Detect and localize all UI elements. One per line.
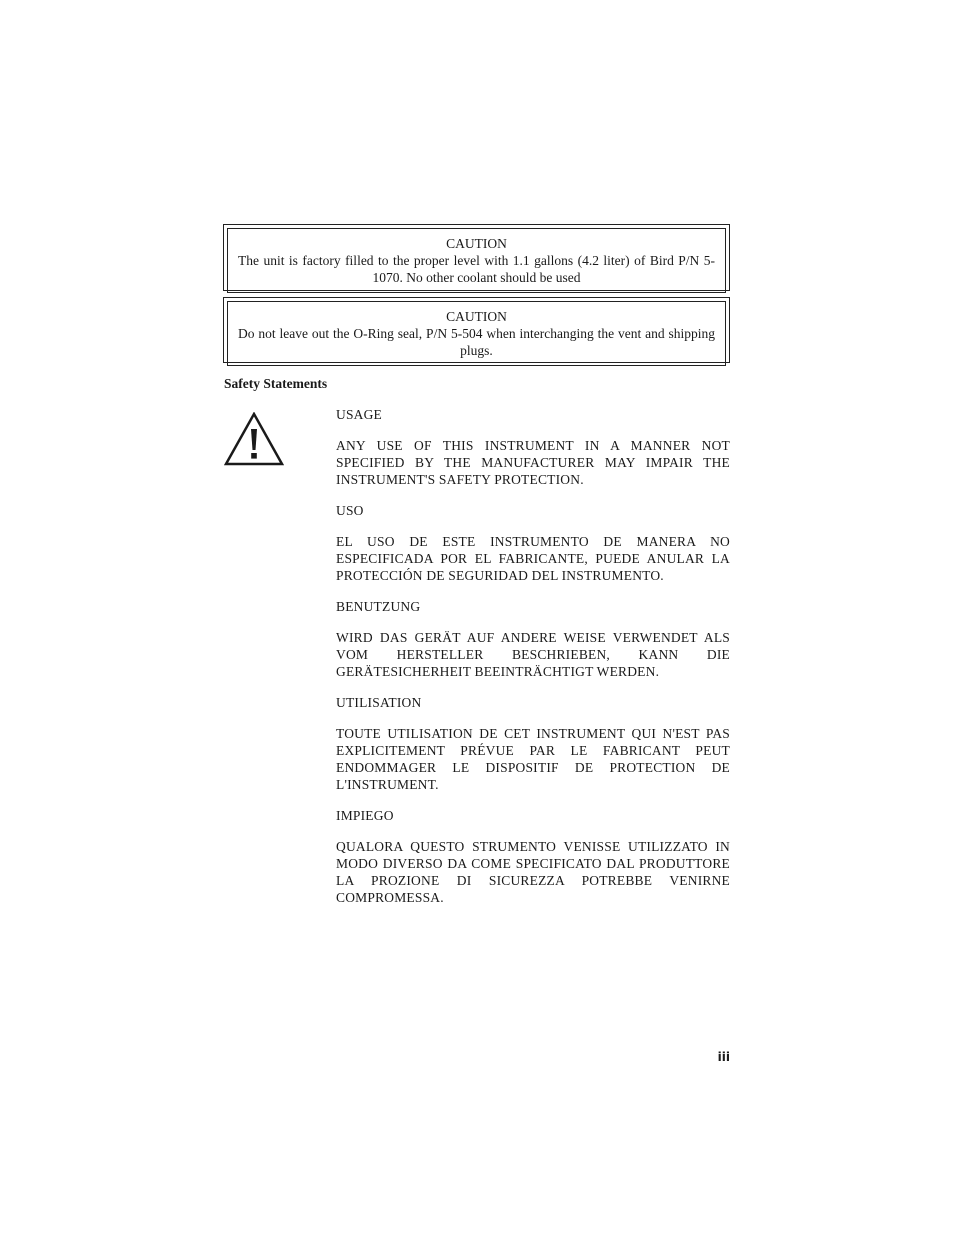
warning-triangle-icon: [224, 412, 284, 466]
statement-label-benutzung: BENUTZUNG: [336, 599, 421, 614]
caution-title: CAUTION: [446, 309, 507, 324]
statement-label-usage: USAGE: [336, 407, 383, 422]
caution-box-o-ring: [223, 297, 730, 363]
caution-inner-frame: [227, 301, 726, 366]
caution-text: Do not leave out the O-Ring seal, P/N 5-504 when interchanging the vent and shipping plugs.: [238, 326, 715, 358]
statement-body-utilisation: TOUTE UTILISATION DE CET INSTRUMENT QUI N'EST PAS EXPLICITEMENT PRÉVUE PAR LE FABRICANT PEUT ENDOMMAGER LE DISPOSITIF DE PROTECTION DE L'INSTRUMENT.: [336, 726, 730, 792]
page-number: iii: [717, 1050, 730, 1064]
statement-body-benutzung: WIRD DAS GERÄT AUF ANDERE WEISE VERWENDET ALS VOM HERSTELLER BESCHRIEBEN, KANN DIE GERÄTESICHERHEIT BEEINTRÄCHTIGT WERDEN.: [336, 630, 730, 679]
caution-title: CAUTION: [446, 236, 507, 251]
caution-box-coolant: [223, 224, 730, 291]
statement-label-impiego: IMPIEGO: [336, 808, 394, 823]
section-heading: Safety Statements: [224, 376, 328, 391]
safety-statements: [336, 406, 730, 920]
statement-body-usage: ANY USE OF THIS INSTRUMENT IN A MANNER NOT SPECIFIED BY THE MANUFACTURER MAY IMPAIR THE INSTRUMENT'S SAFETY PROTECTION.: [336, 438, 730, 487]
caution-inner-frame: [227, 228, 726, 293]
statement-body-uso: EL USO DE ESTE INSTRUMENTO DE MANERA NO ESPECIFICADA POR EL FABRICANTE, PUEDE ANULAR LA PROTECCIÓN DE SEGURIDAD DEL INSTRUMENTO.: [336, 534, 730, 583]
statement-label-utilisation: UTILISATION: [336, 695, 422, 710]
statement-body-impiego: QUALORA QUESTO STRUMENTO VENISSE UTILIZZATO IN MODO DIVERSO DA COME SPECIFICATO DAL PRODUTTORE LA PROZIONE DI SICUREZZA POTREBBE VENIRNE COMPROMESSA.: [336, 839, 730, 905]
statement-label-uso: USO: [336, 503, 364, 518]
caution-text: The unit is factory filled to the proper level with 1.1 gallons (4.2 liter) of Bird P/N 5-1070. No other coolant should be used: [238, 253, 715, 285]
